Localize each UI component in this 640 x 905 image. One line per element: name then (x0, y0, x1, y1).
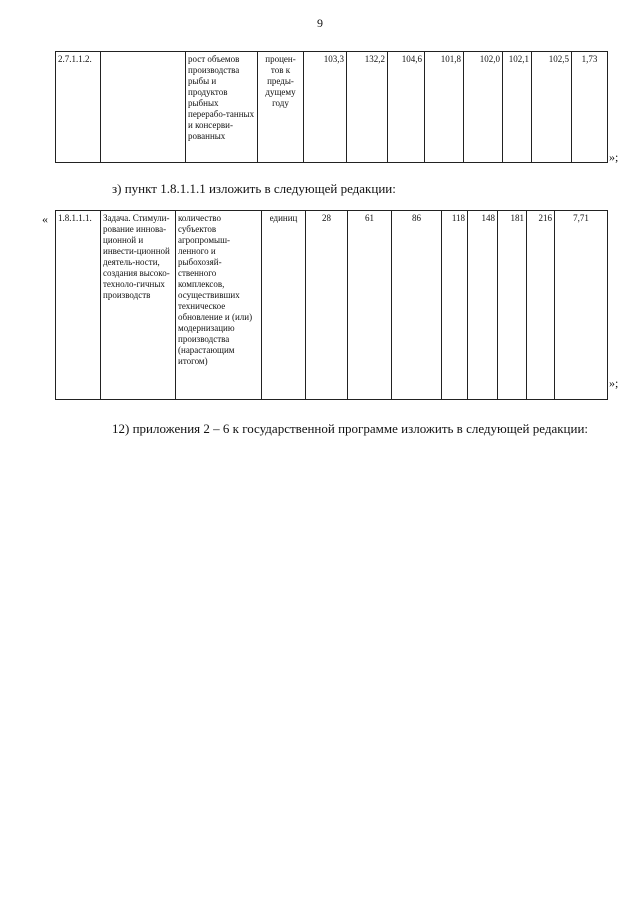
row-task (101, 52, 186, 163)
indicator-table-row-1-8-1-1-1 (55, 210, 608, 400)
row-value-3: 86 (392, 211, 442, 400)
row-value-7: 216 (527, 211, 555, 400)
opening-quote-2: « (42, 212, 48, 226)
closing-quote-1: »; (609, 150, 619, 164)
row-indicator: количество субъектов агропромыш-ленного и рыбохозяй-ственного комплексов, осуществивших техническое обновление и (или) модернизацию производства (нарастающим итогом) (176, 211, 262, 400)
row-value-2: 132,2 (347, 52, 388, 163)
row-value-1: 28 (306, 211, 348, 400)
row-value-6: 102,1 (503, 52, 532, 163)
row-task: Задача. Стимули-рование иннова-ционной и инвести-ционной деятель-ности, создания высоко-техноло-гичных производств (101, 211, 176, 400)
row-value-4: 118 (442, 211, 468, 400)
row-value-2: 61 (348, 211, 392, 400)
row-code: 2.7.1.1.2. (56, 52, 101, 163)
row-value-6: 181 (498, 211, 527, 400)
row-value-3: 104,6 (388, 52, 425, 163)
row-value-8: 7,71 (555, 211, 608, 400)
paragraph-12: 12) приложения 2 – 6 к государственной программе изложить в следующей редакции: (112, 421, 589, 436)
indicator-table-row-2-7-1-1-2 (55, 51, 608, 163)
row-unit: процен-тов к преды-дущему году (258, 52, 304, 163)
subpoint-z-line: з) пункт 1.8.1.1.1 изложить в следующей редакции: (112, 181, 396, 196)
row-value-4: 101,8 (425, 52, 464, 163)
row-code: 1.8.1.1.1. (56, 211, 101, 400)
row-value-8: 1,73 (572, 52, 608, 163)
row-value-7: 102,5 (532, 52, 572, 163)
row-value-5: 102,0 (464, 52, 503, 163)
page-number: 9 (317, 16, 323, 30)
closing-quote-2: »; (609, 376, 619, 390)
row-unit: единиц (262, 211, 306, 400)
row-value-1: 103,3 (304, 52, 347, 163)
row-value-5: 148 (468, 211, 498, 400)
row-indicator: рост объемов производства рыбы и продуктов рыбных перерабо-танных и консерви-рованных (186, 52, 258, 163)
